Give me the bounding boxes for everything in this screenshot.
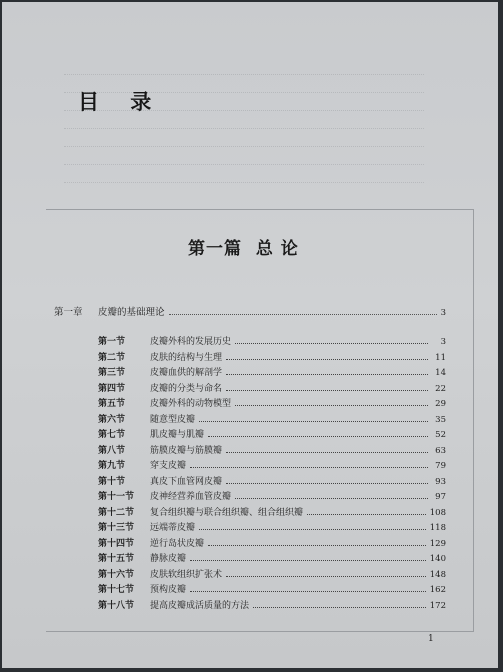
section-number: 第十四节 <box>98 538 135 549</box>
section-number: 第十二节 <box>98 507 135 518</box>
section-number: 第八节 <box>98 445 126 456</box>
section-title: 筋膜皮瓣与筋膜瓣 <box>150 445 223 456</box>
section-page: 172 <box>429 600 446 611</box>
page-number: 1 <box>428 634 434 644</box>
section-page: 35 <box>435 414 446 425</box>
toc-section-entry[interactable] <box>98 427 446 443</box>
section-page: 79 <box>435 461 446 471</box>
dot-leader <box>226 359 428 360</box>
section-title: 皮瓣外科的动物模型 <box>150 399 232 409</box>
section-title: 穿支皮瓣 <box>150 461 187 471</box>
dot-leader <box>208 545 426 546</box>
frame-right-rule <box>473 209 474 632</box>
dot-leader <box>226 374 428 375</box>
part-title: 第一篇 总 论 <box>188 239 299 259</box>
section-title: 皮肤软组织扩张术 <box>150 569 223 580</box>
section-page: 148 <box>429 569 446 580</box>
dot-leader <box>226 576 426 577</box>
section-title: 真皮下血管网皮瓣 <box>150 476 223 487</box>
section-number: 第十节 <box>98 476 126 487</box>
section-page: 14 <box>435 368 446 378</box>
dot-leader <box>226 483 428 484</box>
toc-section-entry[interactable] <box>98 582 446 598</box>
dot-leader <box>235 343 428 344</box>
dot-leader <box>190 591 426 592</box>
section-title: 皮神经营养血管皮瓣 <box>150 492 232 502</box>
toc-section-entry[interactable] <box>98 412 446 428</box>
section-page: 118 <box>429 523 446 533</box>
section-number: 第十六节 <box>98 569 135 580</box>
section-list <box>98 334 446 613</box>
section-title: 皮瓣血供的解剖学 <box>150 368 223 378</box>
section-title: 预构皮瓣 <box>150 585 187 595</box>
section-page: 63 <box>435 445 446 456</box>
dot-leader <box>235 405 428 406</box>
dot-leader <box>226 390 428 391</box>
dot-leader <box>307 514 426 515</box>
section-number: 第十五节 <box>98 554 135 564</box>
toc-section-entry[interactable] <box>98 520 446 536</box>
section-number: 第一节 <box>98 337 126 347</box>
toc-section-entry[interactable] <box>98 396 446 412</box>
bleed-through-line <box>64 146 424 148</box>
section-title: 逆行岛状皮瓣 <box>150 538 205 549</box>
section-title: 随意型皮瓣 <box>150 414 196 425</box>
section-page: 29 <box>435 399 446 409</box>
dot-leader <box>190 467 428 468</box>
frame-top-rule <box>46 209 474 210</box>
dot-leader <box>253 607 426 608</box>
section-title: 静脉皮瓣 <box>150 554 187 564</box>
section-number: 第七节 <box>98 430 126 440</box>
toc-section-entry[interactable] <box>98 350 446 366</box>
section-title: 远端蒂皮瓣 <box>150 523 196 533</box>
toc-section-entry[interactable] <box>98 443 446 459</box>
section-number: 第十八节 <box>98 600 135 611</box>
section-number: 第十一节 <box>98 492 135 502</box>
bleed-through-line <box>64 182 424 184</box>
chapter-page: 3 <box>440 308 446 318</box>
section-page: 22 <box>435 383 446 394</box>
section-number: 第二节 <box>98 352 126 363</box>
chapter-entry[interactable] <box>54 304 446 318</box>
section-number: 第四节 <box>98 383 126 394</box>
section-number: 第五节 <box>98 399 126 409</box>
section-page: 52 <box>435 430 446 440</box>
section-page: 97 <box>435 492 446 502</box>
toc-section-entry[interactable] <box>98 458 446 474</box>
section-number: 第九节 <box>98 461 126 471</box>
toc-section-entry[interactable] <box>98 381 446 397</box>
bleed-through-line <box>64 128 424 130</box>
section-title: 皮肤的结构与生理 <box>150 352 223 363</box>
dot-leader <box>199 529 426 530</box>
toc-heading: 目 录 <box>78 90 164 114</box>
dot-leader <box>190 560 426 561</box>
section-page: 140 <box>429 554 446 564</box>
section-number: 第六节 <box>98 414 126 425</box>
dot-leader <box>208 436 428 437</box>
section-title: 肌皮瓣与肌瓣 <box>150 430 205 440</box>
section-title: 提高皮瓣成活质量的方法 <box>150 600 250 611</box>
bleed-through-line <box>64 164 424 166</box>
section-page: 108 <box>429 507 446 518</box>
chapter-title: 皮瓣的基础理论 <box>98 307 165 318</box>
toc-section-entry[interactable] <box>98 365 446 381</box>
toc-section-entry[interactable] <box>98 598 446 614</box>
section-number: 第三节 <box>98 368 126 378</box>
frame-bottom-rule <box>46 631 474 632</box>
toc-section-entry[interactable] <box>98 474 446 490</box>
section-page: 3 <box>440 337 446 347</box>
toc-section-entry[interactable] <box>98 567 446 583</box>
section-title: 复合组织瓣与联合组织瓣、组合组织瓣 <box>150 507 304 518</box>
chapter-number: 第一章 <box>54 307 83 318</box>
section-page: 11 <box>435 352 446 363</box>
toc-section-entry[interactable] <box>98 334 446 350</box>
section-page: 162 <box>429 585 446 595</box>
dot-leader <box>235 498 428 499</box>
bleed-through-line <box>64 74 424 76</box>
toc-section-entry[interactable] <box>98 551 446 567</box>
dot-leader <box>169 314 437 315</box>
toc-section-entry[interactable] <box>98 489 446 505</box>
section-title: 皮瓣的分类与命名 <box>150 383 223 394</box>
section-number: 第十七节 <box>98 585 135 595</box>
dot-leader <box>199 421 428 422</box>
book-page <box>2 2 498 668</box>
dot-leader <box>226 452 428 453</box>
section-title: 皮瓣外科的发展历史 <box>150 337 232 347</box>
section-page: 93 <box>435 476 446 487</box>
toc-section-entry[interactable] <box>98 536 446 552</box>
section-number: 第十三节 <box>98 523 135 533</box>
section-page: 129 <box>429 538 446 549</box>
toc-section-entry[interactable] <box>98 505 446 521</box>
